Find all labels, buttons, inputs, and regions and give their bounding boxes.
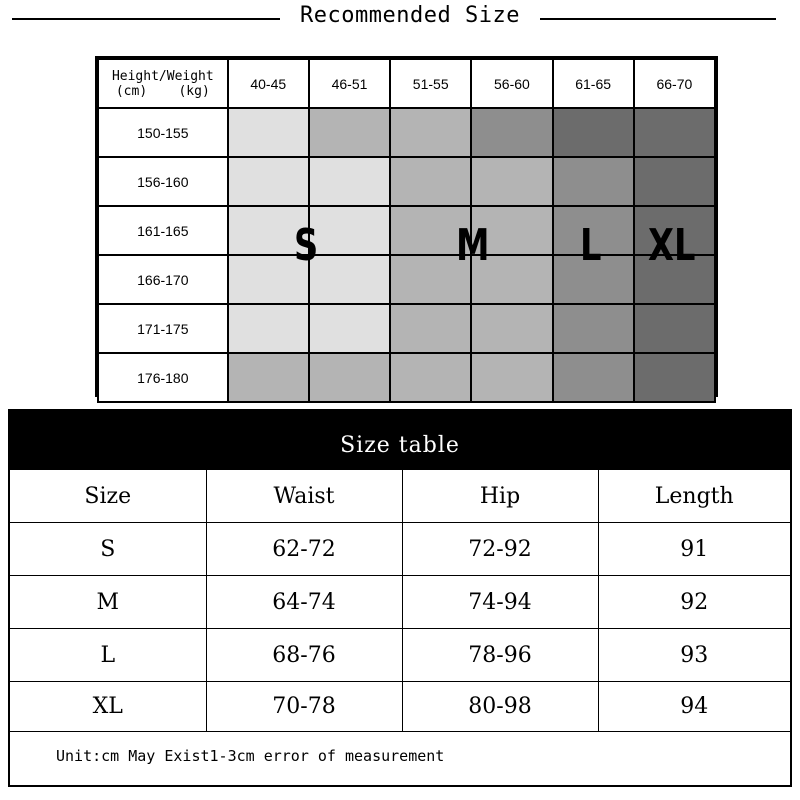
grid-cell [471, 304, 552, 353]
table-row [10, 629, 790, 682]
height-row [98, 353, 715, 402]
grid-cell [228, 157, 309, 206]
grid-cell [309, 304, 390, 353]
recommended-size-chart [95, 56, 718, 397]
table-row [10, 576, 790, 629]
size-cell: M [10, 576, 206, 629]
height-row-label: 161-165 [98, 206, 228, 255]
header-rule-right [540, 18, 776, 20]
corner-label-line1: Height/Weight [111, 68, 214, 84]
size-table-title: Size table [10, 411, 790, 469]
grid-cell [390, 157, 471, 206]
size-zone-label-l: L [580, 220, 602, 271]
height-row [98, 157, 715, 206]
column-header-length: Length [598, 470, 790, 523]
hip-cell: 78-96 [402, 629, 598, 682]
grid-cell [309, 108, 390, 157]
grid-cell [634, 157, 715, 206]
length-cell: 92 [598, 576, 790, 629]
height-row-label: 150-155 [98, 108, 228, 157]
height-row-label: 166-170 [98, 255, 228, 304]
hip-cell: 80-98 [402, 682, 598, 732]
table-row [10, 523, 790, 576]
height-row [98, 255, 715, 304]
grid-cell [553, 304, 634, 353]
header-rule-left [12, 18, 280, 20]
column-header-hip: Hip [402, 470, 598, 523]
weight-col-header: 66-70 [634, 59, 715, 108]
grid-cell [553, 353, 634, 402]
size-zone-label-m: M [456, 220, 490, 271]
size-cell: L [10, 629, 206, 682]
size-table-header-row [10, 470, 790, 523]
size-cell: S [10, 523, 206, 576]
grid-cell [309, 157, 390, 206]
height-row-label: 156-160 [98, 157, 228, 206]
recommended-size-title: Recommended Size [300, 3, 520, 28]
weight-header-row [98, 59, 715, 108]
recommended-size-grid [97, 58, 716, 403]
weight-col-header: 40-45 [228, 59, 309, 108]
grid-cell [634, 304, 715, 353]
size-table-grid [10, 469, 790, 732]
height-row [98, 108, 715, 157]
waist-cell: 64-74 [206, 576, 402, 629]
height-row [98, 304, 715, 353]
column-header-waist: Waist [206, 470, 402, 523]
weight-col-header: 46-51 [309, 59, 390, 108]
waist-cell: 62-72 [206, 523, 402, 576]
grid-cell [553, 108, 634, 157]
grid-cell [309, 206, 390, 255]
grid-cell [309, 353, 390, 402]
grid-cell [471, 353, 552, 402]
length-cell: 94 [598, 682, 790, 732]
size-cell: XL [10, 682, 206, 732]
height-weight-corner-label [98, 59, 228, 108]
weight-col-header: 61-65 [553, 59, 634, 108]
weight-col-header: 51-55 [390, 59, 471, 108]
grid-cell [553, 157, 634, 206]
size-zone-label-s: S [294, 220, 319, 271]
grid-cell [634, 108, 715, 157]
corner-label-line2: (cm) (kg) [115, 83, 210, 99]
measurement-note: Unit:cm May Exist1-3cm error of measurement [56, 747, 445, 765]
grid-cell [390, 353, 471, 402]
length-cell: 93 [598, 629, 790, 682]
length-cell: 91 [598, 523, 790, 576]
weight-col-header: 56-60 [471, 59, 552, 108]
height-row-label: 176-180 [98, 353, 228, 402]
grid-cell [228, 304, 309, 353]
grid-cell [390, 304, 471, 353]
grid-cell [471, 108, 552, 157]
height-row-label: 171-175 [98, 304, 228, 353]
waist-cell: 70-78 [206, 682, 402, 732]
hip-cell: 74-94 [402, 576, 598, 629]
size-table [8, 409, 792, 787]
waist-cell: 68-76 [206, 629, 402, 682]
column-header-size: Size [10, 470, 206, 523]
height-row [98, 206, 715, 255]
grid-cell [390, 108, 471, 157]
grid-cell [228, 108, 309, 157]
grid-cell [634, 353, 715, 402]
table-row [10, 682, 790, 732]
size-zone-label-xl: XL [648, 220, 696, 271]
grid-cell [309, 255, 390, 304]
recommended-size-header [10, 0, 776, 38]
grid-cell [228, 353, 309, 402]
grid-cell [471, 157, 552, 206]
hip-cell: 72-92 [402, 523, 598, 576]
